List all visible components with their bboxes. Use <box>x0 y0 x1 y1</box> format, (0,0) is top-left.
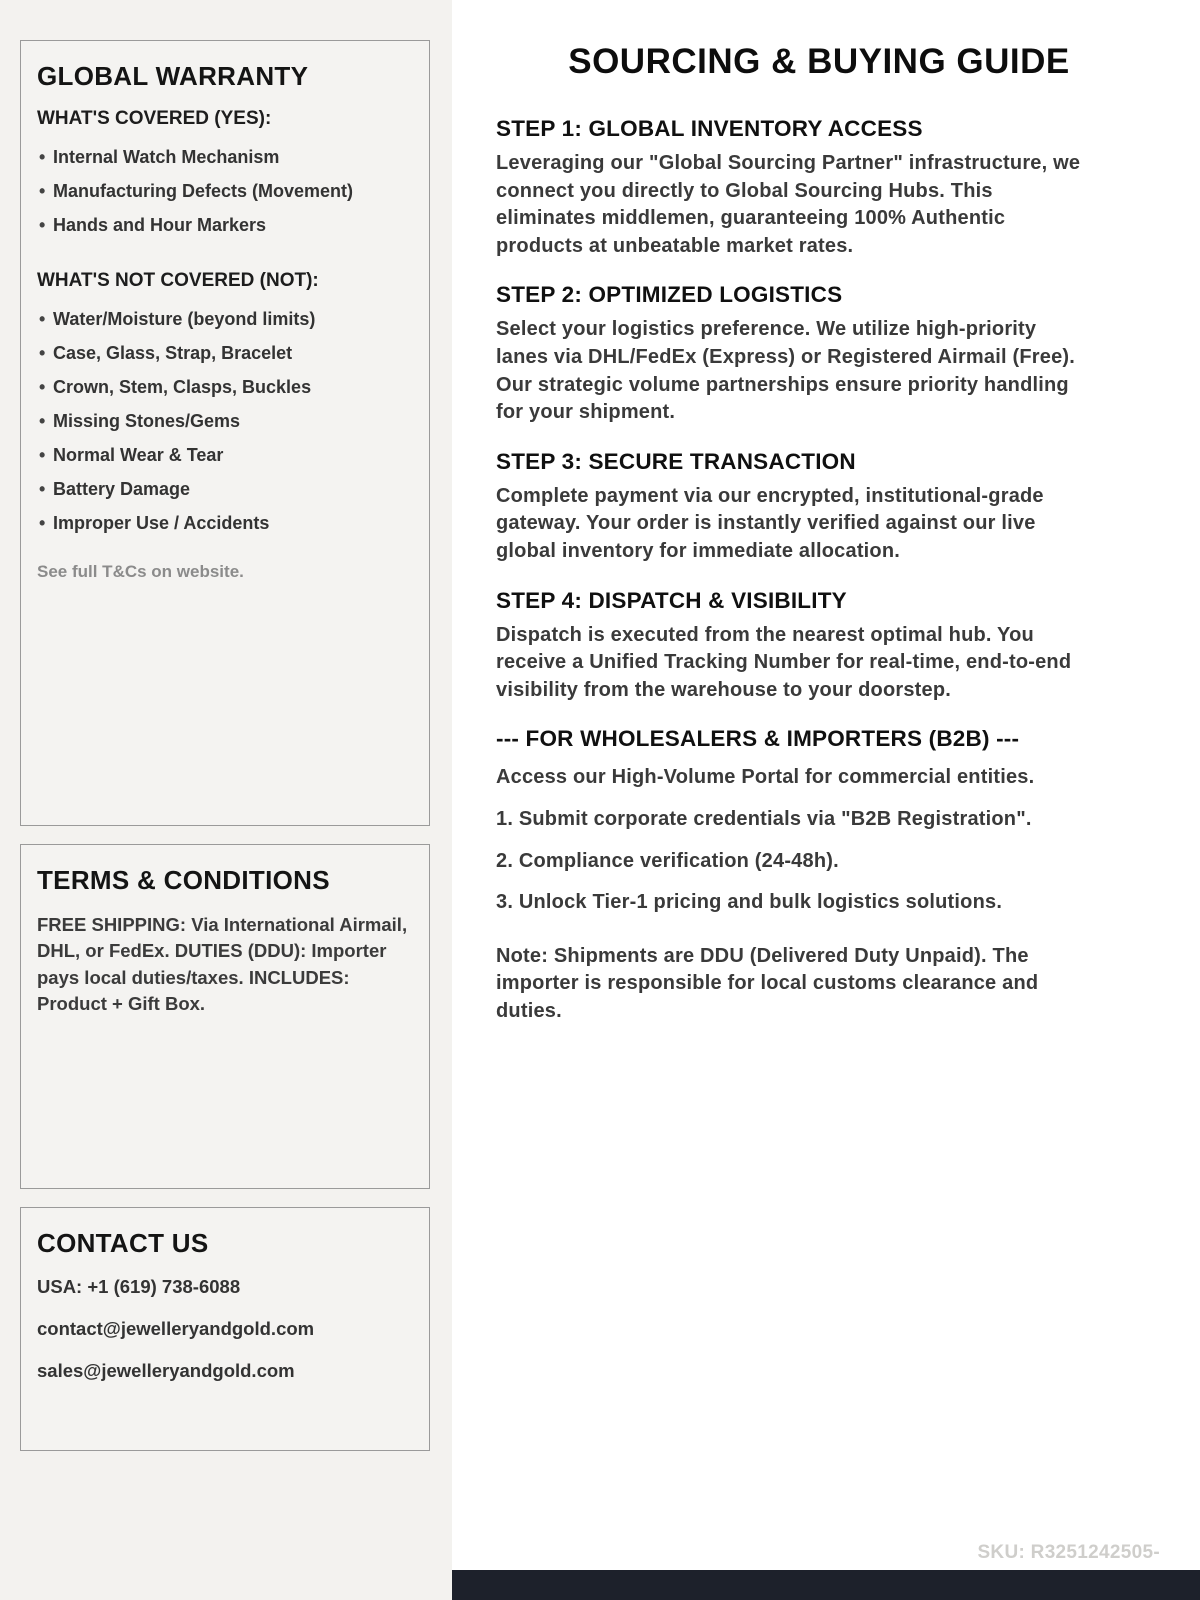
terms-body: FREE SHIPPING: Via International Airmail, DHL, or FedEx. DUTIES (DDU): Importer pays local duties/taxes. INCLUDES: Product + Gift Box. <box>37 914 408 1014</box>
bottom-bar <box>452 1570 1200 1600</box>
not-covered-item: • Water/Moisture (beyond limits) <box>37 302 413 336</box>
contact-section <box>20 1207 430 1451</box>
covered-item: • Manufacturing Defects (Movement) <box>37 174 413 208</box>
not-covered-item: • Missing Stones/Gems <box>37 404 413 438</box>
terms-title: TERMS & CONDITIONS <box>37 865 330 895</box>
b2b-note: Note: Shipments are DDU (Delivered Duty Unpaid). The importer is responsible for local customs clearance and duties. <box>496 944 1039 1022</box>
b2b-section <box>496 726 1142 1025</box>
main-content <box>452 0 1200 1600</box>
step-4-body: Dispatch is executed from the nearest optimal hub. You receive a Unified Tracking Number for real-time, end-to-end visibility from the warehouse to your doorstep. <box>496 623 1072 701</box>
warranty-section <box>20 40 430 826</box>
contact-email-primary: contact@jewelleryandgold.com <box>37 1317 315 1339</box>
step-3-body: Complete payment via our encrypted, institutional-grade gateway. Your order is instantly verified against our live global inventory for immediate allocation. <box>496 484 1044 562</box>
terms-section <box>20 844 430 1189</box>
sku-label: SKU: R3251242505- <box>977 1542 1160 1563</box>
covered-item: • Internal Watch Mechanism <box>37 140 413 174</box>
step-3 <box>496 449 1142 566</box>
not-covered-item: • Battery Damage <box>37 472 413 506</box>
step-3-heading: STEP 3: SECURE TRANSACTION <box>496 448 856 474</box>
covered-item: • Hands and Hour Markers <box>37 208 413 242</box>
contact-email-sales: sales@jewelleryandgold.com <box>37 1359 295 1381</box>
b2b-step-1: 1. Submit corporate credentials via "B2B Registration". <box>496 807 1032 830</box>
step-1-body: Leveraging our "Global Sourcing Partner" infrastructure, we connect you directly to Global Sourcing Hubs. This eliminates middlemen, guaranteeing 100% Authentic products at unbeatable market rates. <box>496 152 1081 257</box>
not-covered-item: • Case, Glass, Strap, Bracelet <box>37 336 413 370</box>
step-2-body: Select your logistics preference. We utilize high-priority lanes via DHL/FedEx (Express) or Registered Airmail (Free). Our strategic volume partnerships ensure priority handling for your shipment. <box>496 318 1076 424</box>
step-4-heading: STEP 4: DISPATCH & VISIBILITY <box>496 587 847 613</box>
covered-title: WHAT'S COVERED (YES): <box>37 108 272 129</box>
page-title: SOURCING & BUYING GUIDE <box>568 42 1070 81</box>
not-covered-item: • Improper Use / Accidents <box>37 506 413 540</box>
warranty-title: GLOBAL WARRANTY <box>37 61 309 91</box>
step-2 <box>496 282 1142 426</box>
not-covered-list <box>37 302 413 540</box>
contact-phone: USA: +1 (619) 738-6088 <box>37 1276 241 1297</box>
step-1 <box>496 116 1142 260</box>
step-4 <box>496 588 1142 705</box>
not-covered-item: • Normal Wear & Tear <box>37 438 413 472</box>
step-2-heading: STEP 2: OPTIMIZED LOGISTICS <box>496 282 843 308</box>
b2b-heading: --- FOR WHOLESALERS & IMPORTERS (B2B) --- <box>496 726 1020 752</box>
covered-list <box>37 140 413 242</box>
b2b-intro: Access our High-Volume Portal for commercial entities. <box>496 766 1035 789</box>
warranty-footnote: See full T&Cs on website. <box>37 562 244 581</box>
b2b-step-2: 2. Compliance verification (24-48h). <box>496 849 839 872</box>
sidebar <box>0 0 452 1600</box>
contact-title: CONTACT US <box>37 1228 209 1258</box>
step-1-heading: STEP 1: GLOBAL INVENTORY ACCESS <box>496 116 923 141</box>
not-covered-title: WHAT'S NOT COVERED (NOT): <box>37 270 319 291</box>
not-covered-item: • Crown, Stem, Clasps, Buckles <box>37 370 413 404</box>
b2b-step-3: 3. Unlock Tier-1 pricing and bulk logistics solutions. <box>496 891 1003 914</box>
